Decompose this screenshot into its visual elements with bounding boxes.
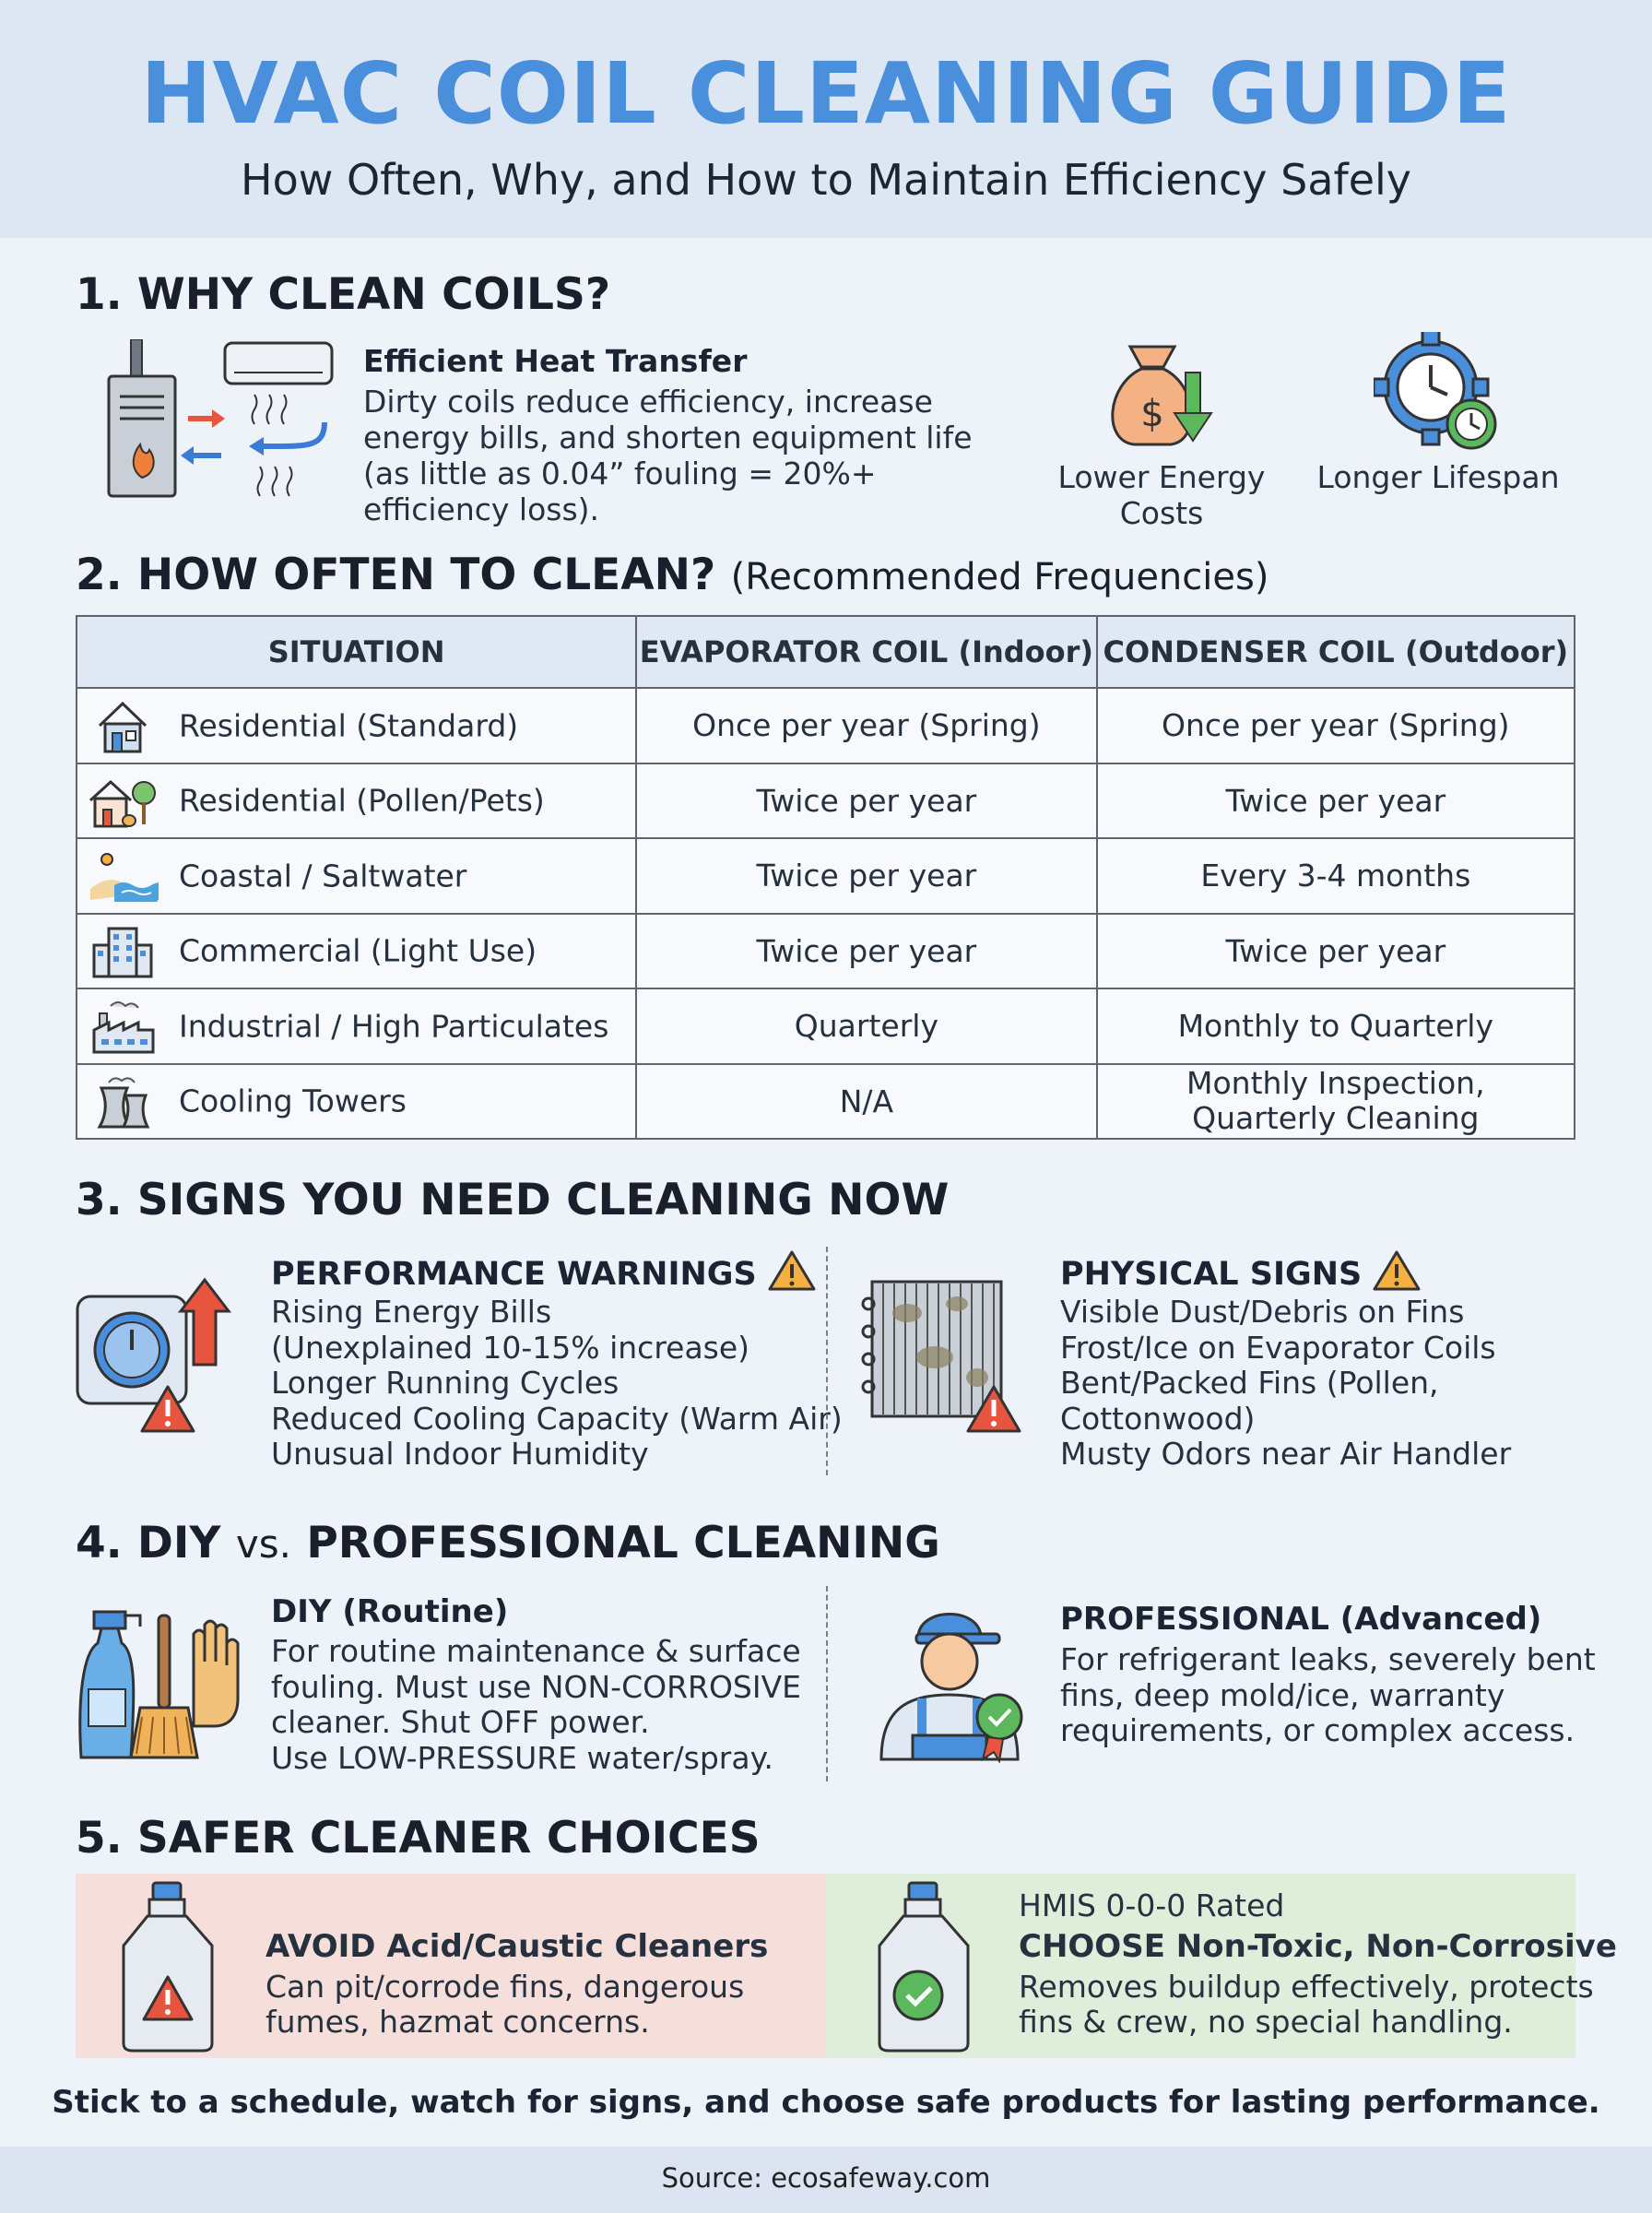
choose-line: Removes buildup effectively, protects [1019,1969,1594,2005]
table-row [77,838,1575,914]
section3-title: 3. SIGNS YOU NEED CLEANING NOW [76,1175,950,1225]
condenser-cell-line1: Monthly Inspection, [1186,1065,1485,1102]
list-item: Bent/Packed Fins (Pollen, [1060,1365,1439,1401]
list-item: Reduced Cooling Capacity (Warm Air) [271,1400,843,1437]
section4-divider [826,1586,828,1781]
section2-title [76,550,1268,600]
hazard-bottle-icon [120,1881,221,2053]
professional-line: For refrigerant leaks, severely bent [1060,1641,1596,1677]
evaporator-cell: Quarterly [636,988,1096,1064]
avoid-description [266,1970,744,2040]
situation-cell: Commercial (Light Use) [179,932,537,969]
section1-title: 1. WHY CLEAN COILS? [76,269,611,320]
condenser-cell: Twice per year [1097,914,1575,989]
table-row [77,688,1575,763]
diy-line: For routine maintenance & surface [271,1633,801,1669]
list-item: Cottonwood) [1060,1400,1256,1437]
evaporator-cell: Once per year (Spring) [636,688,1096,763]
safe-bottle-icon [876,1881,977,2053]
list-item: Musty Odors near Air Handler [1060,1436,1512,1472]
table-row [77,988,1575,1064]
benefit-longer-lifespan: Longer Lifespan [1316,459,1560,495]
condenser-cell: Monthly to Quarterly [1097,988,1575,1064]
hmis-rating: HMIS 0-0-0 Rated [1019,1888,1285,1923]
list-item: Visible Dust/Debris on Fins [1060,1294,1465,1330]
section3-divider [826,1247,828,1475]
house-icon [87,698,159,753]
situation-cell: Residential (Standard) [179,707,519,744]
diy-description [271,1634,801,1776]
section4-title [76,1518,940,1568]
page-subtitle: How Often, Why, and How to Maintain Efficiency Safely [240,155,1412,205]
evaporator-cell: Twice per year [636,914,1096,989]
table-row [77,914,1575,989]
condenser-cell: Twice per year [1097,763,1575,839]
section2-title-sub: (Recommended Frequencies) [730,556,1269,598]
cleaning-tools-icon [76,1606,251,1763]
col-header-condenser: CONDENSER COIL (Outdoor) [1097,616,1575,688]
list-item: Longer Running Cycles [271,1365,620,1401]
office-building-icon [87,923,159,978]
condenser-cell: Once per year (Spring) [1097,688,1575,763]
house-tree-pet-icon [87,773,159,828]
col-header-evaporator: EVAPORATOR COIL (Indoor) [636,616,1096,688]
performance-warnings-heading-row [271,1249,817,1296]
professional-line: fins, deep mold/ice, warranty [1060,1676,1505,1713]
physical-signs-heading: PHYSICAL SIGNS [1060,1256,1363,1293]
heat-transfer-body: Dirty coils reduce efficiency, increase energy bills, and shorten equipment life (as little as 0.04” fouling = 20%+ efficiency loss). [363,384,973,527]
list-item: (Unexplained 10-15% increase) [271,1329,750,1366]
section2-title-main: 2. HOW OFTEN TO CLEAN? [76,550,716,600]
performance-warnings-heading: PERFORMANCE WARNINGS [271,1256,757,1293]
evaporator-cell: N/A [636,1064,1096,1140]
avoid-line: Can pit/corrode fins, dangerous [266,1969,745,2005]
choose-heading: CHOOSE Non-Toxic, Non-Corrosive [1019,1928,1617,1965]
section4-title-pro: PROFESSIONAL CLEANING [306,1518,940,1568]
table-row [77,763,1575,839]
list-item: Unusual Indoor Humidity [271,1436,649,1472]
condenser-cell [1097,1064,1575,1140]
table-header-row [77,616,1575,688]
evaporator-cell: Twice per year [636,838,1096,914]
svg-text:$: $ [1140,393,1164,435]
diy-line: fouling. Must use NON-CORROSIVE [271,1668,802,1705]
beach-icon [87,848,159,904]
situation-cell: Cooling Towers [179,1083,407,1119]
professional-line: requirements, or complex access. [1060,1712,1575,1748]
col-header-situation: SITUATION [77,616,636,688]
table-row [77,1064,1575,1140]
condenser-cell: Every 3-4 months [1097,838,1575,914]
factory-icon [87,999,159,1054]
diy-line: cleaner. Shut OFF power. [271,1704,650,1740]
professional-description [1060,1642,1596,1749]
section4-title-vs: vs. [235,1521,291,1567]
warning-triangle-icon [767,1249,817,1296]
list-item: Rising Energy Bills [271,1294,552,1330]
section4-title-diy: 4. DIY [76,1518,221,1568]
warning-triangle-icon [1372,1249,1422,1296]
avoid-line: fumes, hazmat concerns. [266,2004,650,2040]
diy-heading: DIY (Routine) [271,1593,509,1630]
section5-title: 5. SAFER CLEANER CHOICES [76,1813,761,1864]
technician-icon [872,1597,1038,1763]
furnace-ac-icon [103,339,343,502]
closing-statement: Stick to a schedule, watch for signs, and choose safe products for lasting performance. [52,2084,1600,2121]
page-title: HVAC COIL CLEANING GUIDE [140,44,1512,143]
condenser-cell-line2: Quarterly Cleaning [1192,1100,1480,1137]
source-credit: Source: ecosafeway.com [661,2162,991,2194]
frequency-table [76,615,1575,1140]
list-item: Frost/Ice on Evaporator Coils [1060,1329,1496,1366]
avoid-heading: AVOID Acid/Caustic Cleaners [266,1928,769,1965]
money-bag-icon [1097,334,1226,454]
dirty-coil-warning-icon [861,1276,1036,1457]
diy-line: Use LOW-PRESSURE water/spray. [271,1739,773,1776]
gear-clock-icon [1374,332,1503,456]
heat-transfer-heading: Efficient Heat Transfer [363,343,748,379]
thermostat-warning-icon [76,1276,251,1457]
performance-warnings-list [271,1295,843,1473]
choose-line: fins & crew, no special handling. [1019,2004,1513,2040]
professional-heading: PROFESSIONAL (Advanced) [1060,1601,1542,1638]
situation-cell: Residential (Pollen/Pets) [179,782,545,819]
cooling-tower-icon [87,1073,159,1129]
benefit-lower-energy-costs: Lower Energy Costs [1057,459,1266,531]
situation-cell: Industrial / High Particulates [179,1008,609,1045]
choose-description [1019,1970,1594,2040]
physical-signs-list [1060,1295,1511,1473]
evaporator-cell: Twice per year [636,763,1096,839]
physical-signs-heading-row [1060,1249,1422,1296]
situation-cell: Coastal / Saltwater [179,858,467,894]
